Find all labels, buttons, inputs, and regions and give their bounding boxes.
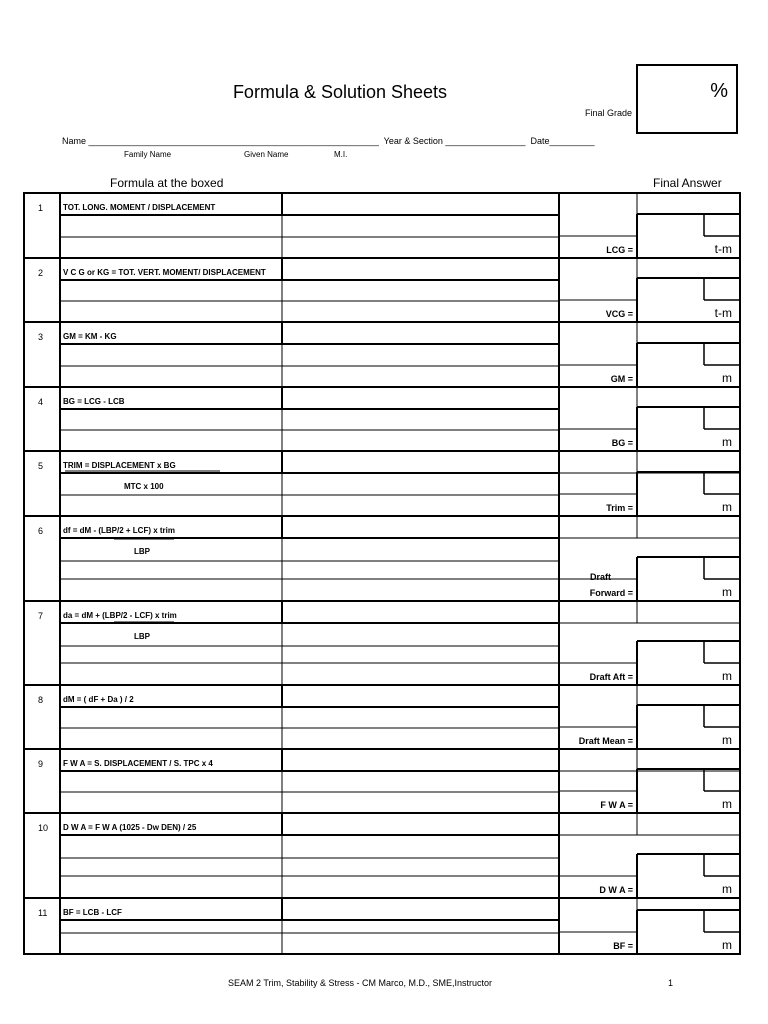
- answer-unit: t-m: [714, 242, 732, 256]
- formula-text: D W A = F W A (1025 - Dw DEN) / 25: [63, 823, 197, 832]
- percent-symbol: %: [710, 80, 728, 102]
- row-number: 1: [38, 203, 44, 213]
- answer-label: BG =: [611, 438, 633, 448]
- row-number: 4: [38, 397, 44, 407]
- family-name-label: Family Name: [124, 150, 172, 159]
- formula-text: TRIM = DISPLACEMENT x BG: [63, 461, 176, 470]
- answer-unit: m: [722, 882, 732, 896]
- page-title: Formula & Solution Sheets: [232, 82, 448, 102]
- answer-unit: m: [722, 938, 732, 952]
- row-number: 7: [38, 611, 44, 621]
- row-number: 5: [38, 461, 44, 471]
- answer-label: D W A =: [599, 885, 633, 895]
- formula-heading: Formula at the boxed: [110, 176, 224, 190]
- answer-unit: m: [722, 585, 732, 599]
- final-grade-label: Final Grade: [585, 108, 633, 118]
- answer-label-top: Draft: [589, 572, 611, 582]
- answer-unit: t-m: [714, 306, 732, 320]
- answer-unit: m: [722, 435, 732, 449]
- student-info-line: Name __________________________________________________________ Year & Section ________________ Date_________: [62, 136, 595, 146]
- formula-text: V C G or KG = TOT. VERT. MOMENT/ DISPLACEMENT: [63, 268, 266, 277]
- worksheet-border: [24, 193, 740, 954]
- formula-text: da = dM + (LBP/2 - LCF) x trim: [63, 611, 177, 620]
- answer-label: Forward =: [589, 588, 633, 598]
- answer-unit: m: [722, 797, 732, 811]
- row-number: 9: [38, 759, 44, 769]
- formula-denominator: LBP: [134, 547, 150, 556]
- footer-text: SEAM 2 Trim, Stability & Stress - CM Marco, M.D., SME,Instructor: [228, 978, 493, 988]
- formula-text: TOT. LONG. MOMENT / DISPLACEMENT: [63, 203, 216, 212]
- formula-text: GM = KM - KG: [63, 332, 117, 341]
- answer-unit: m: [722, 500, 732, 514]
- given-name-label: Given Name: [244, 150, 289, 159]
- row-number: 3: [38, 332, 44, 342]
- row-number: 6: [38, 526, 44, 536]
- answer-label: Draft Aft =: [589, 672, 633, 682]
- formula-text: df = dM - (LBP/2 + LCF) x trim: [63, 526, 176, 535]
- answer-label: Trim =: [606, 503, 633, 513]
- middle-initial-label: M.I.: [334, 150, 348, 159]
- answer-heading: Final Answer: [653, 176, 722, 190]
- answer-label: F W A =: [600, 800, 633, 810]
- answer-unit: m: [722, 669, 732, 683]
- answer-label: GM =: [610, 374, 633, 384]
- formula-text: F W A = S. DISPLACEMENT / S. TPC x 4: [63, 759, 213, 768]
- formula-denominator: MTC x 100: [124, 482, 164, 491]
- answer-label: Draft Mean =: [578, 736, 633, 746]
- page-number: 1: [668, 978, 674, 988]
- answer-label: LCG =: [606, 245, 633, 255]
- row-number: 10: [38, 823, 49, 833]
- formula-denominator: LBP: [134, 632, 150, 641]
- row-number: 8: [38, 695, 44, 705]
- row-number: 2: [38, 268, 44, 278]
- formula-text: BG = LCG - LCB: [63, 397, 125, 406]
- formula-text: dM = ( dF + Da ) / 2: [63, 695, 134, 704]
- answer-unit: m: [722, 371, 732, 385]
- answer-label: BF =: [613, 941, 633, 951]
- answer-unit: m: [722, 733, 732, 747]
- answer-label: VCG =: [605, 309, 633, 319]
- row-number: 11: [38, 908, 48, 918]
- formula-text: BF = LCB - LCF: [63, 908, 122, 917]
